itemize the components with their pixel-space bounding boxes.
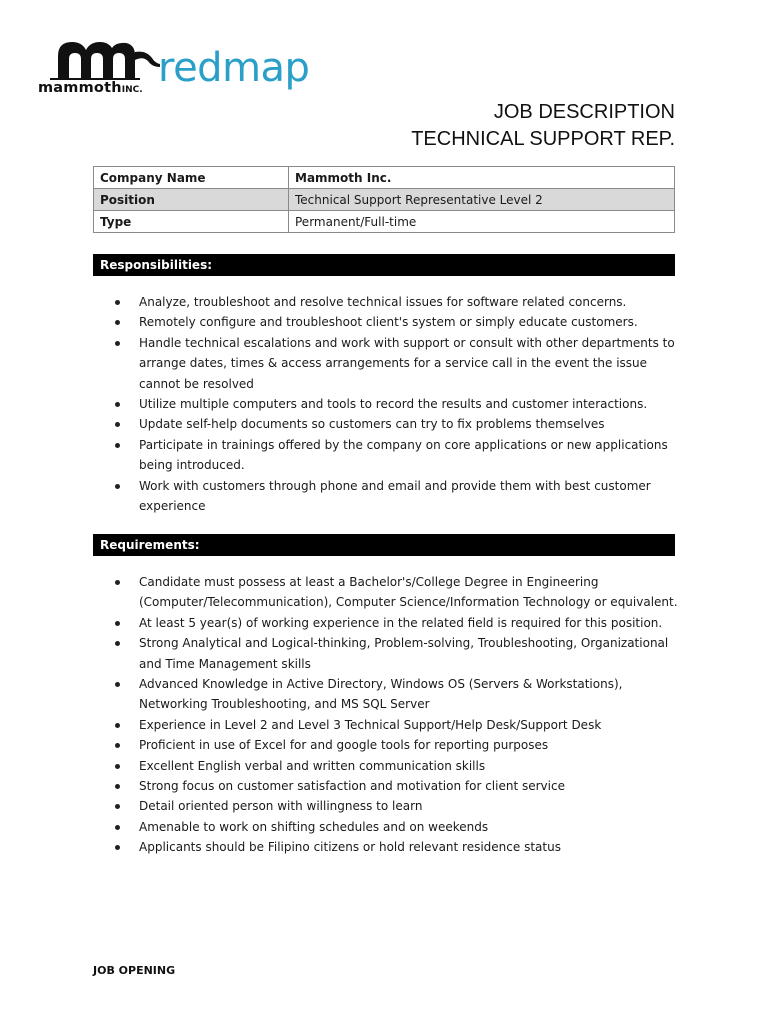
bullet-icon — [115, 804, 120, 809]
info-value: Technical Support Representative Level 2 — [289, 189, 675, 211]
bullet-icon — [115, 402, 120, 407]
bullet-icon — [115, 341, 120, 346]
list-item: Experience in Level 2 and Level 3 Technical Support/Help Desk/Support Desk — [110, 715, 680, 735]
list-item: Amenable to work on shifting schedules and on weekends — [110, 817, 680, 837]
bullet-icon — [115, 484, 120, 489]
bullet-icon — [115, 723, 120, 728]
list-item: Handle technical escalations and work with support or consult with other departments to arrange dates, times & access arrangements for a service call in the event the issue cannot be resolved — [110, 333, 680, 394]
list-item: Utilize multiple computers and tools to record the results and customer interactions. — [110, 394, 680, 414]
bullet-icon — [115, 621, 120, 626]
redmap-logo-text: redmap — [158, 45, 310, 91]
bullet-icon — [115, 682, 120, 687]
mammoth-logo-text: mammothINC. — [38, 80, 143, 96]
list-item: Excellent English verbal and written communication skills — [110, 756, 680, 776]
bullet-icon — [115, 443, 120, 448]
document-title — [411, 99, 675, 153]
info-label: Type — [94, 211, 289, 233]
bullet-icon — [115, 641, 120, 646]
list-item: Update self-help documents so customers can try to fix problems themselves — [110, 414, 680, 434]
responsibilities-list — [110, 292, 680, 516]
info-value: Permanent/Full-time — [289, 211, 675, 233]
list-item: Strong focus on customer satisfaction and motivation for client service — [110, 776, 680, 796]
list-item: Candidate must possess at least a Bachelor's/College Degree in Engineering (Computer/Telecommunication), Computer Science/Information Technology or equivalent. — [110, 572, 680, 613]
bullet-icon — [115, 825, 120, 830]
list-item: Proficient in use of Excel for and google tools for reporting purposes — [110, 735, 680, 755]
list-item: Applicants should be Filipino citizens or hold relevant residence status — [110, 837, 680, 857]
responsibilities-heading: Responsibilities: — [93, 254, 675, 276]
bullet-icon — [115, 845, 120, 850]
bullet-icon — [115, 580, 120, 585]
title-line-2: TECHNICAL SUPPORT REP. — [411, 128, 675, 150]
bullet-icon — [115, 743, 120, 748]
bullet-icon — [115, 422, 120, 427]
info-value: Mammoth Inc. — [289, 167, 675, 189]
list-item: Advanced Knowledge in Active Directory, Windows OS (Servers & Workstations), Networking Troubleshooting, and MS SQL Server — [110, 674, 680, 715]
requirements-list — [110, 572, 680, 858]
bullet-icon — [115, 784, 120, 789]
table-row — [94, 167, 675, 189]
title-line-1: JOB DESCRIPTION — [493, 101, 675, 123]
table-row — [94, 189, 675, 211]
list-item: Participate in trainings offered by the company on core applications or new applications being introduced. — [110, 435, 680, 476]
list-item: Work with customers through phone and email and provide them with best customer experience — [110, 476, 680, 517]
list-item: At least 5 year(s) of working experience in the related field is required for this position. — [110, 613, 680, 633]
list-item: Analyze, troubleshoot and resolve technical issues for software related concerns. — [110, 292, 680, 312]
job-info-table — [93, 166, 675, 233]
list-item: Detail oriented person with willingness to learn — [110, 796, 680, 816]
bullet-icon — [115, 764, 120, 769]
list-item: Remotely configure and troubleshoot client's system or simply educate customers. — [110, 312, 680, 332]
bullet-icon — [115, 300, 120, 305]
info-label: Position — [94, 189, 289, 211]
requirements-heading: Requirements: — [93, 534, 675, 556]
info-label: Company Name — [94, 167, 289, 189]
bullet-icon — [115, 320, 120, 325]
table-row — [94, 211, 675, 233]
list-item: Strong Analytical and Logical-thinking, Problem-solving, Troubleshooting, Organizational and Time Management skills — [110, 633, 680, 674]
header-logos — [36, 34, 336, 104]
footer-label: JOB OPENING — [93, 964, 176, 977]
